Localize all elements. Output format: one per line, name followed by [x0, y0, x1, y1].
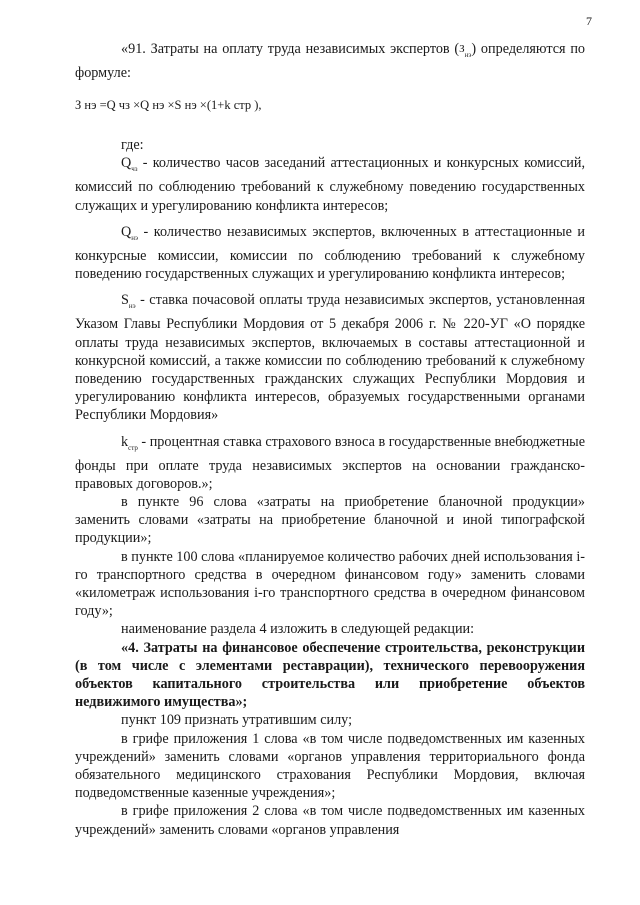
definition-symbol: Q — [121, 155, 132, 172]
definition-symbol-sub: нэ — [131, 233, 139, 242]
page-number: 7 — [586, 14, 592, 28]
definition-text: - количество часов заседаний аттестационных и конкурсных комиссий, комиссий по соблюдению требований к служебному поведению государственных служащих и урегулированию конфликта интересов; — [75, 155, 585, 214]
definition-symbol: k — [121, 433, 129, 450]
definition-symbol-sub: нэ — [128, 302, 136, 311]
body-paragraph: в грифе приложения 1 слова «в том числе подведомственных им казенных учреждений» заменить словами «органов управления территориального фонда обязательного медицинского страхования Республики Мордовия, включая подведомственные казенные учреждения»; — [75, 730, 585, 802]
definition-text: - ставка почасовой оплаты труда независимых экспертов, установленная Указом Главы Республики Мордовия от 5 декабря 2006 г. № 220-УГ «О порядке оплаты труда независимых экспертов, включаемых в составы аттестационной и конкурсной комиссий, а также комиссии по соблюдению требований к служебному поведению государственных гражданских служащих Республики Мордовия и урегулированию конфликта интересов, образуемых государственными органами Республики Мордовия» — [75, 292, 585, 424]
intro-symbol: З — [459, 43, 465, 55]
definition-symbol-sub: чз — [131, 165, 138, 174]
section-heading: «4. Затраты на финансовое обеспечение строительства, реконструкции (в том числе с элементами реставрации), технического перевооружения объектов капитального строительства или приобретение объектов недвижимого имущества»; — [75, 639, 585, 711]
definition-symbol: Q — [121, 223, 132, 240]
body-paragraph: наименование раздела 4 изложить в следующей редакции: — [121, 621, 475, 638]
definition-item — [75, 291, 585, 424]
definition-item — [75, 433, 585, 493]
body-paragraph: в пункте 96 слова «затраты на приобретение бланочной продукции» заменить словами «затраты на приобретение бланочной и иной типографской продукции»; — [75, 494, 585, 547]
body-paragraph: в грифе приложения 2 слова «в том числе подведомственных им казенных учреждений» заменить словами «органов управления — [75, 803, 585, 838]
definition-symbol: S — [121, 292, 129, 309]
body-paragraph: пункт 109 признать утратившим силу; — [121, 712, 353, 729]
intro-text-before: «91. Затраты на оплату труда независимых экспертов ( — [121, 41, 460, 57]
definition-text: - процентная ставка страхового взноса в государственные внебюджетные фонды при оплате труда независимых экспертов на основании гражданско-правовых договоров.»; — [75, 433, 585, 492]
formula-text: З нэ =Q чз ×Q нэ ×S нэ ×(1+k стр ) — [75, 98, 259, 113]
definition-symbol-sub: стр — [128, 443, 138, 452]
intro-symbol-sub: нэ — [464, 50, 472, 59]
document-body — [75, 40, 585, 839]
formula — [75, 96, 585, 114]
formula-tail: , — [258, 98, 262, 113]
definition-text: - количество независимых экспертов, включенных в аттестационные и конкурсные комиссии, комиссии по соблюдению требований к служебному поведению государственных служащих и урегулированию конфликта интересов; — [75, 223, 585, 283]
intro-paragraph — [75, 40, 585, 82]
definition-item — [75, 154, 585, 214]
intro-text-after: ) определяются по формуле: — [75, 41, 586, 82]
body-paragraph: в пункте 100 слова «планируемое количество рабочих дней использования i-го транспортного средства в очередном финансовом году» заменить словами «километраж использования i-го транспортного средства в очередном финансовом году»; — [75, 548, 585, 620]
where-label: где: — [121, 137, 144, 154]
definition-item — [75, 223, 585, 283]
